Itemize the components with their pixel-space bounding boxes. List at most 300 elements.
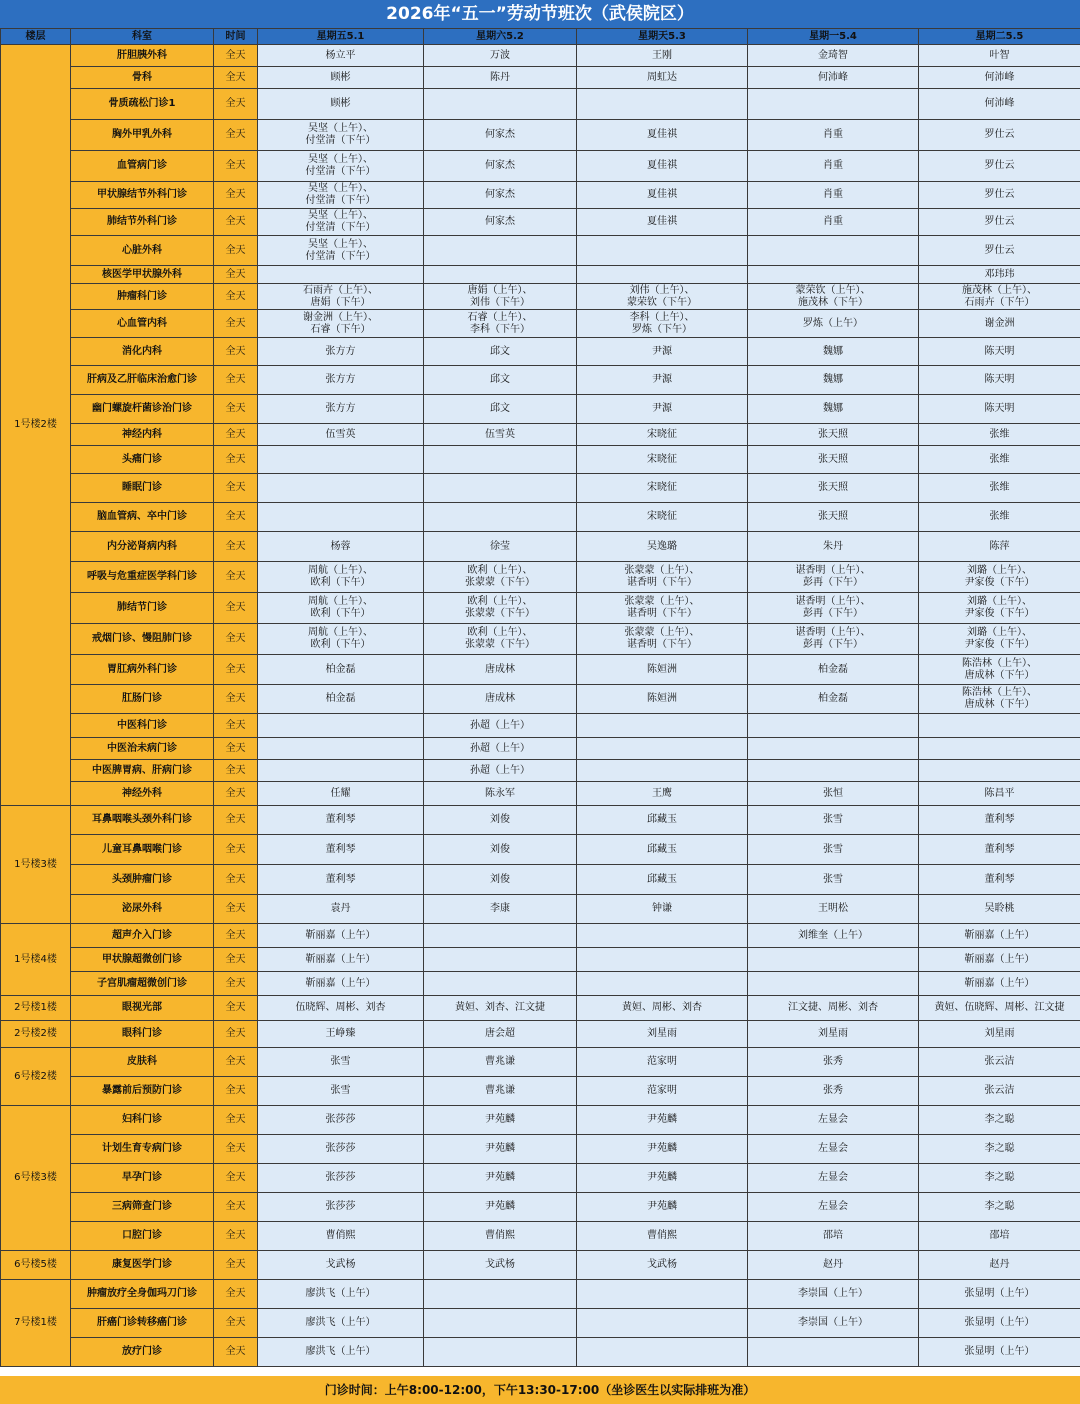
doctor-cell bbox=[424, 924, 577, 948]
time-cell: 全天 bbox=[214, 236, 258, 266]
doctor-line: 张蒙蒙（上午）、 bbox=[624, 627, 700, 638]
floor-cell: 7号楼1楼 bbox=[1, 1280, 71, 1367]
doctor-cell bbox=[748, 89, 919, 120]
floor-cell: 1号楼4楼 bbox=[1, 924, 71, 996]
doctor-cell bbox=[748, 266, 919, 284]
doctor-cell: 邱文 bbox=[424, 366, 577, 395]
doctor-cell: 靳丽嘉（上午） bbox=[919, 972, 1080, 996]
doctor-cell bbox=[748, 948, 919, 972]
department-cell: 内分泌肾病内科 bbox=[71, 532, 214, 562]
floor-cell: 1号楼3楼 bbox=[1, 806, 71, 924]
doctor-line: 刘伟（上午）、 bbox=[629, 284, 695, 296]
table-row bbox=[1, 1193, 1080, 1222]
time-cell: 全天 bbox=[214, 1251, 258, 1280]
doctor-line: 张蒙蒙（下午） bbox=[465, 608, 535, 619]
doctor-line: 谢金洲（上午）、 bbox=[303, 311, 378, 323]
doctor-cell bbox=[424, 89, 577, 120]
doctor-cell: 张莎莎 bbox=[258, 1164, 424, 1193]
doctor-line: 刘璐（上午）、 bbox=[967, 565, 1032, 576]
time-cell: 全天 bbox=[214, 474, 258, 503]
doctor-cell: 王刚 bbox=[577, 45, 748, 67]
doctor-cell: 刘俊 bbox=[424, 835, 577, 865]
department-cell: 心血管内科 bbox=[71, 310, 214, 338]
department-cell: 眼视光部 bbox=[71, 996, 214, 1021]
department-cell: 戒烟门诊、慢阻肺门诊 bbox=[71, 624, 214, 655]
doctor-line: 周航（上午）、 bbox=[308, 565, 373, 576]
header-dept: 科室 bbox=[71, 29, 214, 45]
doctor-cell: 董利琴 bbox=[919, 806, 1080, 835]
doctor-cell: 尹苑麟 bbox=[577, 1135, 748, 1164]
time-cell: 全天 bbox=[214, 1106, 258, 1135]
doctor-cell bbox=[577, 562, 748, 593]
doctor-cell bbox=[919, 760, 1080, 782]
doctor-line: 唐娟（上午）、 bbox=[467, 284, 533, 296]
doctor-cell: 伍雪英 bbox=[258, 424, 424, 446]
doctor-cell: 赵丹 bbox=[748, 1251, 919, 1280]
doctor-cell bbox=[577, 310, 748, 338]
doctor-cell: 靳丽嘉（上午） bbox=[919, 948, 1080, 972]
doctor-cell: 董利琴 bbox=[919, 835, 1080, 865]
doctor-cell: 何家杰 bbox=[424, 120, 577, 151]
doctor-cell: 刘俊 bbox=[424, 865, 577, 895]
doctor-cell bbox=[577, 266, 748, 284]
doctor-cell bbox=[424, 948, 577, 972]
doctor-cell: 何沛峰 bbox=[748, 67, 919, 89]
doctor-cell: 黄姮、伍晓辉、周彬、江文捷 bbox=[919, 996, 1080, 1021]
doctor-cell: 吴逸璐 bbox=[577, 532, 748, 562]
table-row bbox=[1, 972, 1080, 996]
doctor-cell: 张维 bbox=[919, 424, 1080, 446]
time-cell: 全天 bbox=[214, 835, 258, 865]
doctor-line: 尹家俊（下午） bbox=[964, 608, 1035, 619]
doctor-line: 周航（上午）、 bbox=[308, 627, 373, 638]
doctor-cell: 张方方 bbox=[258, 366, 424, 395]
time-cell: 全天 bbox=[214, 738, 258, 760]
doctor-cell: 王明松 bbox=[748, 895, 919, 924]
time-cell: 全天 bbox=[214, 593, 258, 624]
doctor-cell: 唐成林 bbox=[424, 685, 577, 714]
doctor-line: 石雨卉（下午） bbox=[964, 296, 1035, 308]
doctor-cell: 李康 bbox=[424, 895, 577, 924]
doctor-cell: 邓玮玮 bbox=[919, 266, 1080, 284]
doctor-cell bbox=[258, 760, 424, 782]
doctor-cell bbox=[577, 1309, 748, 1338]
doctor-line: 尹家俊（下午） bbox=[964, 639, 1035, 650]
table-row bbox=[1, 266, 1080, 284]
time-cell: 全天 bbox=[214, 1135, 258, 1164]
doctor-cell: 何家杰 bbox=[424, 209, 577, 236]
doctor-cell: 尹苑麟 bbox=[424, 1106, 577, 1135]
table-row bbox=[1, 685, 1080, 714]
doctor-cell: 魏娜 bbox=[748, 338, 919, 366]
doctor-cell: 张天照 bbox=[748, 446, 919, 474]
doctor-cell bbox=[577, 1338, 748, 1367]
doctor-cell: 刘星雨 bbox=[748, 1021, 919, 1048]
doctor-cell bbox=[258, 503, 424, 532]
doctor-cell: 陈丹 bbox=[424, 67, 577, 89]
table-row bbox=[1, 424, 1080, 446]
department-cell: 眼科门诊 bbox=[71, 1021, 214, 1048]
doctor-cell bbox=[424, 1338, 577, 1367]
table-row bbox=[1, 182, 1080, 209]
department-cell: 脑血管病、卒中门诊 bbox=[71, 503, 214, 532]
doctor-cell bbox=[919, 714, 1080, 738]
department-cell: 暴露前后预防门诊 bbox=[71, 1077, 214, 1106]
time-cell: 全天 bbox=[214, 972, 258, 996]
department-cell: 消化内科 bbox=[71, 338, 214, 366]
table-row bbox=[1, 395, 1080, 424]
doctor-line: 付堂清（下午） bbox=[305, 135, 376, 146]
table-row bbox=[1, 1309, 1080, 1338]
table-row bbox=[1, 1251, 1080, 1280]
doctor-cell: 邱文 bbox=[424, 395, 577, 424]
doctor-line: 谌香明（下午） bbox=[627, 577, 697, 588]
header-time: 时间 bbox=[214, 29, 258, 45]
doctor-cell bbox=[258, 182, 424, 209]
doctor-cell bbox=[919, 738, 1080, 760]
doctor-cell: 尹苑麟 bbox=[577, 1106, 748, 1135]
department-cell: 神经外科 bbox=[71, 782, 214, 806]
doctor-line: 唐娟（下午） bbox=[310, 296, 371, 308]
doctor-cell: 王鹰 bbox=[577, 782, 748, 806]
doctor-line: 欧利（上午）、 bbox=[467, 596, 533, 607]
department-cell: 耳鼻咽喉头颈外科门诊 bbox=[71, 806, 214, 835]
time-cell: 全天 bbox=[214, 67, 258, 89]
time-cell: 全天 bbox=[214, 366, 258, 395]
department-cell: 血管病门诊 bbox=[71, 151, 214, 182]
doctor-cell: 张雪 bbox=[748, 806, 919, 835]
doctor-cell bbox=[919, 593, 1080, 624]
doctor-cell: 张莎莎 bbox=[258, 1106, 424, 1135]
doctor-cell: 张云洁 bbox=[919, 1048, 1080, 1077]
doctor-cell bbox=[258, 562, 424, 593]
doctor-cell bbox=[424, 593, 577, 624]
header-day-5: 星期二5.5 bbox=[919, 29, 1080, 45]
doctor-cell bbox=[748, 760, 919, 782]
doctor-cell bbox=[577, 714, 748, 738]
department-cell: 核医学甲状腺外科 bbox=[71, 266, 214, 284]
department-cell: 头颈肿瘤门诊 bbox=[71, 865, 214, 895]
time-cell: 全天 bbox=[214, 996, 258, 1021]
doctor-line: 李科（下午） bbox=[470, 323, 530, 335]
doctor-cell bbox=[577, 89, 748, 120]
department-cell: 神经内科 bbox=[71, 424, 214, 446]
doctor-cell bbox=[577, 236, 748, 266]
doctor-cell bbox=[424, 1280, 577, 1309]
table-row bbox=[1, 209, 1080, 236]
doctor-cell: 罗仕云 bbox=[919, 151, 1080, 182]
department-cell: 肛肠门诊 bbox=[71, 685, 214, 714]
doctor-cell: 赵丹 bbox=[919, 1251, 1080, 1280]
header-day-4: 星期一5.4 bbox=[748, 29, 919, 45]
table-row bbox=[1, 366, 1080, 395]
time-cell: 全天 bbox=[214, 120, 258, 151]
doctor-cell bbox=[424, 972, 577, 996]
table-row bbox=[1, 1280, 1080, 1309]
doctor-line: 吴坚（上午）、 bbox=[308, 210, 373, 221]
doctor-line: 吴坚（上午）、 bbox=[308, 154, 373, 165]
doctor-cell: 夏佳祺 bbox=[577, 120, 748, 151]
floor-cell: 2号楼1楼 bbox=[1, 996, 71, 1021]
doctor-cell bbox=[258, 446, 424, 474]
time-cell: 全天 bbox=[214, 1338, 258, 1367]
table-row bbox=[1, 835, 1080, 865]
doctor-cell: 戈武杨 bbox=[577, 1251, 748, 1280]
department-cell: 口腔门诊 bbox=[71, 1222, 214, 1251]
table-row bbox=[1, 1021, 1080, 1048]
doctor-line: 周航（上午）、 bbox=[308, 596, 373, 607]
table-row bbox=[1, 151, 1080, 182]
doctor-cell: 陈姮洲 bbox=[577, 685, 748, 714]
table-row bbox=[1, 996, 1080, 1021]
doctor-cell: 朱丹 bbox=[748, 532, 919, 562]
doctor-cell: 何沛峰 bbox=[919, 89, 1080, 120]
doctor-cell: 张云洁 bbox=[919, 1077, 1080, 1106]
doctor-cell: 徐莹 bbox=[424, 532, 577, 562]
doctor-cell: 陈萍 bbox=[919, 532, 1080, 562]
doctor-cell: 张莎莎 bbox=[258, 1193, 424, 1222]
doctor-cell bbox=[919, 624, 1080, 655]
doctor-line: 刘璐（上午）、 bbox=[967, 596, 1032, 607]
time-cell: 全天 bbox=[214, 1222, 258, 1251]
doctor-line: 施茂林（下午） bbox=[798, 296, 868, 308]
clinic-hours-note: 门诊时间：上午8:00-12:00，下午13:30-17:00（坐诊医生以实际排班为准） bbox=[0, 1376, 1080, 1404]
doctor-cell: 李崇国（上午） bbox=[748, 1280, 919, 1309]
doctor-cell: 戈武杨 bbox=[424, 1251, 577, 1280]
department-cell: 胃肛病外科门诊 bbox=[71, 655, 214, 685]
time-cell: 全天 bbox=[214, 45, 258, 67]
department-cell: 肝癌门诊转移癌门诊 bbox=[71, 1309, 214, 1338]
doctor-cell: 李之聪 bbox=[919, 1193, 1080, 1222]
doctor-line: 刘璐（上午）、 bbox=[967, 627, 1032, 638]
doctor-line: 李科（上午）、 bbox=[629, 311, 695, 323]
time-cell: 全天 bbox=[214, 562, 258, 593]
doctor-cell bbox=[424, 310, 577, 338]
doctor-line: 唐成林（下午） bbox=[964, 699, 1035, 710]
doctor-cell bbox=[577, 924, 748, 948]
department-cell: 中医治未病门诊 bbox=[71, 738, 214, 760]
doctor-cell: 宋晓征 bbox=[577, 503, 748, 532]
doctor-cell: 范家明 bbox=[577, 1048, 748, 1077]
table-row bbox=[1, 446, 1080, 474]
time-cell: 全天 bbox=[214, 1048, 258, 1077]
doctor-cell: 张雪 bbox=[258, 1048, 424, 1077]
doctor-cell: 张显明（上午） bbox=[919, 1280, 1080, 1309]
doctor-cell bbox=[577, 624, 748, 655]
time-cell: 全天 bbox=[214, 89, 258, 120]
doctor-cell bbox=[919, 655, 1080, 685]
doctor-line: 欧利（上午）、 bbox=[467, 565, 533, 576]
doctor-cell: 张雪 bbox=[258, 1077, 424, 1106]
doctor-cell: 曹兆谦 bbox=[424, 1077, 577, 1106]
doctor-cell: 廖洪飞（上午） bbox=[258, 1338, 424, 1367]
doctor-cell: 顾彬 bbox=[258, 89, 424, 120]
table-row bbox=[1, 655, 1080, 685]
doctor-cell bbox=[424, 1309, 577, 1338]
department-cell: 中医科门诊 bbox=[71, 714, 214, 738]
doctor-cell bbox=[919, 685, 1080, 714]
time-cell: 全天 bbox=[214, 266, 258, 284]
doctor-cell bbox=[577, 593, 748, 624]
doctor-line: 付堂清（下午） bbox=[305, 250, 376, 262]
time-cell: 全天 bbox=[214, 895, 258, 924]
table-row bbox=[1, 1106, 1080, 1135]
doctor-line: 施茂林（上午）、 bbox=[962, 284, 1037, 296]
department-cell: 泌尿外科 bbox=[71, 895, 214, 924]
doctor-cell: 陈姮洲 bbox=[577, 655, 748, 685]
doctor-cell: 周虹达 bbox=[577, 67, 748, 89]
doctor-cell: 罗仕云 bbox=[919, 209, 1080, 236]
doctor-cell: 袁丹 bbox=[258, 895, 424, 924]
doctor-cell: 张恒 bbox=[748, 782, 919, 806]
doctor-line: 吴坚（上午）、 bbox=[308, 123, 373, 134]
doctor-cell: 张雪 bbox=[748, 865, 919, 895]
doctor-cell bbox=[748, 593, 919, 624]
doctor-line: 谌香明（下午） bbox=[627, 608, 697, 619]
doctor-line: 付堂清（下午） bbox=[305, 195, 376, 206]
doctor-cell bbox=[577, 738, 748, 760]
doctor-cell bbox=[748, 624, 919, 655]
doctor-cell: 叶智 bbox=[919, 45, 1080, 67]
doctor-line: 石睿（下午） bbox=[310, 323, 371, 335]
doctor-line: 谌香明（上午）、 bbox=[795, 596, 871, 607]
table-row bbox=[1, 593, 1080, 624]
table-row bbox=[1, 532, 1080, 562]
doctor-cell bbox=[424, 624, 577, 655]
doctor-cell: 邱藏玉 bbox=[577, 835, 748, 865]
doctor-cell: 尹源 bbox=[577, 366, 748, 395]
doctor-line: 吴坚（上午）、 bbox=[308, 183, 373, 194]
time-cell: 全天 bbox=[214, 1193, 258, 1222]
doctor-cell: 肖重 bbox=[748, 120, 919, 151]
doctor-cell: 李之聪 bbox=[919, 1164, 1080, 1193]
doctor-cell: 伍晓辉、周彬、刘杏 bbox=[258, 996, 424, 1021]
time-cell: 全天 bbox=[214, 685, 258, 714]
table-row bbox=[1, 782, 1080, 806]
doctor-cell bbox=[424, 236, 577, 266]
doctor-cell: 罗仕云 bbox=[919, 236, 1080, 266]
doctor-cell: 任耀 bbox=[258, 782, 424, 806]
doctor-cell: 廖洪飞（上午） bbox=[258, 1280, 424, 1309]
table-row bbox=[1, 714, 1080, 738]
doctor-cell: 张秀 bbox=[748, 1048, 919, 1077]
doctor-cell: 钟谦 bbox=[577, 895, 748, 924]
floor-cell: 1号楼2楼 bbox=[1, 45, 71, 806]
doctor-cell: 陈永军 bbox=[424, 782, 577, 806]
table-row bbox=[1, 895, 1080, 924]
department-cell: 皮肤科 bbox=[71, 1048, 214, 1077]
doctor-cell bbox=[258, 310, 424, 338]
doctor-cell: 夏佳祺 bbox=[577, 209, 748, 236]
table-row bbox=[1, 45, 1080, 67]
time-cell: 全天 bbox=[214, 806, 258, 835]
floor-cell: 6号楼3楼 bbox=[1, 1106, 71, 1251]
time-cell: 全天 bbox=[214, 865, 258, 895]
department-cell: 三病筛查门诊 bbox=[71, 1193, 214, 1222]
doctor-cell bbox=[424, 284, 577, 310]
department-cell: 妇科门诊 bbox=[71, 1106, 214, 1135]
schedule-table bbox=[0, 28, 1080, 1367]
doctor-line: 张蒙蒙（下午） bbox=[465, 577, 535, 588]
doctor-cell: 柏金磊 bbox=[748, 685, 919, 714]
doctor-line: 张蒙蒙（下午） bbox=[465, 639, 535, 650]
doctor-cell: 刘俊 bbox=[424, 806, 577, 835]
doctor-cell bbox=[748, 738, 919, 760]
doctor-cell: 唐成林 bbox=[424, 655, 577, 685]
doctor-cell: 魏娜 bbox=[748, 366, 919, 395]
time-cell: 全天 bbox=[214, 395, 258, 424]
table-row bbox=[1, 948, 1080, 972]
doctor-line: 刘伟（下午） bbox=[470, 296, 530, 308]
doctor-cell: 罗仕云 bbox=[919, 182, 1080, 209]
doctor-line: 欧利（下午） bbox=[310, 577, 371, 588]
doctor-cell: 尹源 bbox=[577, 338, 748, 366]
doctor-cell: 靳丽嘉（上午） bbox=[258, 924, 424, 948]
department-cell: 中医脾胃病、肝病门诊 bbox=[71, 760, 214, 782]
table-row bbox=[1, 924, 1080, 948]
table-row bbox=[1, 738, 1080, 760]
time-cell: 全天 bbox=[214, 151, 258, 182]
doctor-line: 彭再（下午） bbox=[803, 639, 863, 650]
doctor-line: 石睿（上午）、 bbox=[467, 311, 533, 323]
doctor-cell: 戈武杨 bbox=[258, 1251, 424, 1280]
doctor-cell: 孙超（上午） bbox=[424, 760, 577, 782]
doctor-cell bbox=[424, 446, 577, 474]
department-cell: 呼吸与危重症医学科门诊 bbox=[71, 562, 214, 593]
doctor-cell: 左显会 bbox=[748, 1135, 919, 1164]
doctor-cell: 尹苑麟 bbox=[577, 1193, 748, 1222]
table-row bbox=[1, 284, 1080, 310]
doctor-line: 欧利（上午）、 bbox=[467, 627, 533, 638]
doctor-cell: 张天照 bbox=[748, 503, 919, 532]
table-row bbox=[1, 1338, 1080, 1367]
department-cell: 睡眠门诊 bbox=[71, 474, 214, 503]
floor-cell: 6号楼2楼 bbox=[1, 1048, 71, 1106]
doctor-cell bbox=[577, 948, 748, 972]
table-row bbox=[1, 236, 1080, 266]
doctor-cell: 曹兆谦 bbox=[424, 1048, 577, 1077]
doctor-cell: 靳丽嘉（上午） bbox=[258, 948, 424, 972]
doctor-cell: 何家杰 bbox=[424, 151, 577, 182]
doctor-cell bbox=[748, 714, 919, 738]
doctor-cell: 柏金磊 bbox=[258, 685, 424, 714]
table-row bbox=[1, 1135, 1080, 1164]
table-row bbox=[1, 1222, 1080, 1251]
doctor-cell: 夏佳祺 bbox=[577, 151, 748, 182]
doctor-cell: 陈昌平 bbox=[919, 782, 1080, 806]
doctor-cell bbox=[919, 284, 1080, 310]
doctor-cell: 左显会 bbox=[748, 1164, 919, 1193]
doctor-cell: 吴聆桃 bbox=[919, 895, 1080, 924]
doctor-cell: 刘星雨 bbox=[577, 1021, 748, 1048]
doctor-cell bbox=[424, 474, 577, 503]
doctor-line: 张蒙蒙（上午）、 bbox=[624, 596, 700, 607]
doctor-cell: 廖洪飞（上午） bbox=[258, 1309, 424, 1338]
table-row bbox=[1, 865, 1080, 895]
department-cell: 甲状腺结节外科门诊 bbox=[71, 182, 214, 209]
time-cell: 全天 bbox=[214, 714, 258, 738]
doctor-cell bbox=[577, 760, 748, 782]
doctor-cell bbox=[258, 474, 424, 503]
time-cell: 全天 bbox=[214, 284, 258, 310]
doctor-cell: 左显会 bbox=[748, 1193, 919, 1222]
doctor-cell: 尹源 bbox=[577, 395, 748, 424]
doctor-cell: 陈天明 bbox=[919, 338, 1080, 366]
doctor-cell bbox=[748, 284, 919, 310]
doctor-cell: 李之聪 bbox=[919, 1106, 1080, 1135]
doctor-cell bbox=[919, 562, 1080, 593]
time-cell: 全天 bbox=[214, 1164, 258, 1193]
